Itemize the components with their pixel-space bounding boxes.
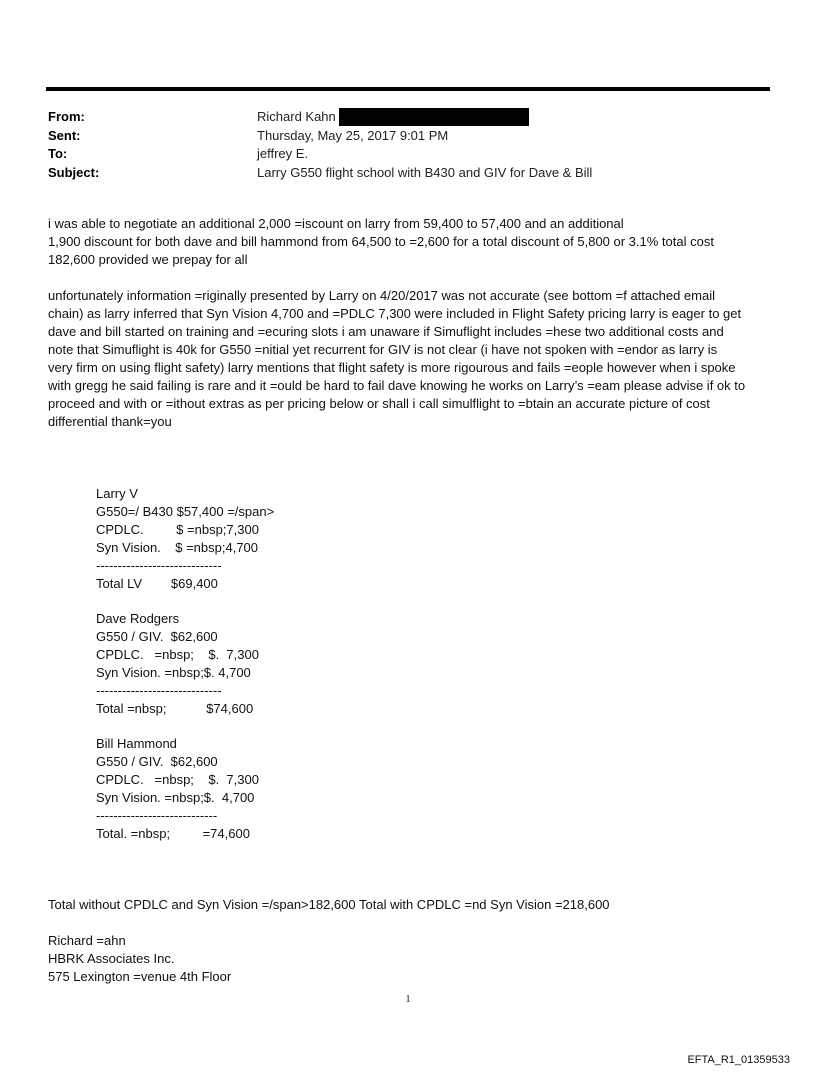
pricing-divider: ----------------------------: [96, 808, 218, 823]
pricing-total: Total. =nbsp; =74,600: [96, 826, 250, 841]
body-paragraph-1: i was able to negotiate an additional 2,000 =iscount on larry from 59,400 to 57,400 and an additional 1,900 discount for both dave and bill hammond from 64,500 to =2,600 for a total discount of 5,800 or 3.1% total cost 182,600 provided we prepay for all: [48, 216, 714, 267]
signature: [48, 932, 231, 986]
pricing-divider: -----------------------------: [96, 683, 222, 698]
pricing-dave: [96, 610, 259, 718]
pricing-name: Dave Rodgers: [96, 611, 180, 626]
signature-name: Richard =ahn: [48, 933, 126, 948]
from-value: [257, 108, 529, 127]
signature-address: 575 Lexington =venue 4th Floor: [48, 969, 232, 984]
pricing-line: Syn Vision. =nbsp;$. 4,700: [96, 665, 251, 680]
pricing-name: Larry V: [96, 486, 138, 501]
pricing-line: CPDLC. =nbsp; $. 7,300: [96, 647, 259, 662]
from-label: From:: [48, 109, 85, 124]
pricing-line: G550=/ B430 $57,400 =/span>: [96, 504, 275, 519]
pricing-name: Bill Hammond: [96, 736, 177, 751]
from-name: Richard Kahn: [257, 109, 336, 124]
body-paragraph-2: unfortunately information =riginally presented by Larry on 4/20/2017 was not accurate (see bottom =f attached email chain) as larry inferred that Syn Vision 4,700 and =PDLC 7,300 were included in Flight Safety pricing larry is eager to get dave and bill started on training and =ecuring slots i am unaware if Simuflight includes =hese two additional costs and note that Simuflight is 40k for G550 =nitial yet recurrent for GIV is not clear (i have not spoken with =endor as larry is very firm on using flight safety) larry mentions that flight safety is more rigourous and fails =eople however when i spoke with gregg he said failing is rare and it =ould be hard to fail dave knowing he works on Larry’s =eam please advise if ok to proceed and with or =ithout extras as per pricing below or shall i call simulflight to =btain an accurate picture of cost differential thank=you: [48, 288, 746, 429]
document-id: EFTA_R1_01359533: [687, 1054, 790, 1066]
sent-label: Sent:: [48, 127, 81, 143]
pricing-line: G550 / GIV. $62,600: [96, 754, 218, 769]
pricing-total: Total LV $69,400: [96, 576, 218, 591]
pricing-larry: [96, 485, 274, 593]
sent-value: Thursday, May 25, 2017 9:01 PM: [257, 127, 449, 143]
pricing-bill: [96, 735, 259, 843]
pricing-line: CPDLC. $ =nbsp;7,300: [96, 522, 259, 537]
page-number: 1: [405, 994, 411, 1005]
header-rule: [46, 87, 770, 91]
to-value: jeffrey E.: [257, 146, 309, 161]
subject-label: Subject:: [48, 164, 100, 180]
pricing-total: Total =nbsp; $74,600: [96, 701, 254, 716]
pricing-line: G550 / GIV. $62,600: [96, 629, 218, 644]
subject-value: Larry G550 flight school with B430 and GIV for Dave & Bill: [257, 164, 593, 180]
pricing-divider: -----------------------------: [96, 558, 222, 573]
pricing-line: Syn Vision. =nbsp;$. 4,700: [96, 790, 255, 805]
pricing-line: Syn Vision. $ =nbsp;4,700: [96, 540, 259, 555]
to-label: To:: [48, 146, 68, 161]
redaction-box: [339, 108, 529, 126]
totals-line: Total without CPDLC and Syn Vision =/span>182,600 Total with CPDLC =nd Syn Vision =218,600: [48, 897, 610, 912]
signature-company: HBRK Associates Inc.: [48, 951, 175, 966]
pricing-line: CPDLC. =nbsp; $. 7,300: [96, 772, 259, 787]
